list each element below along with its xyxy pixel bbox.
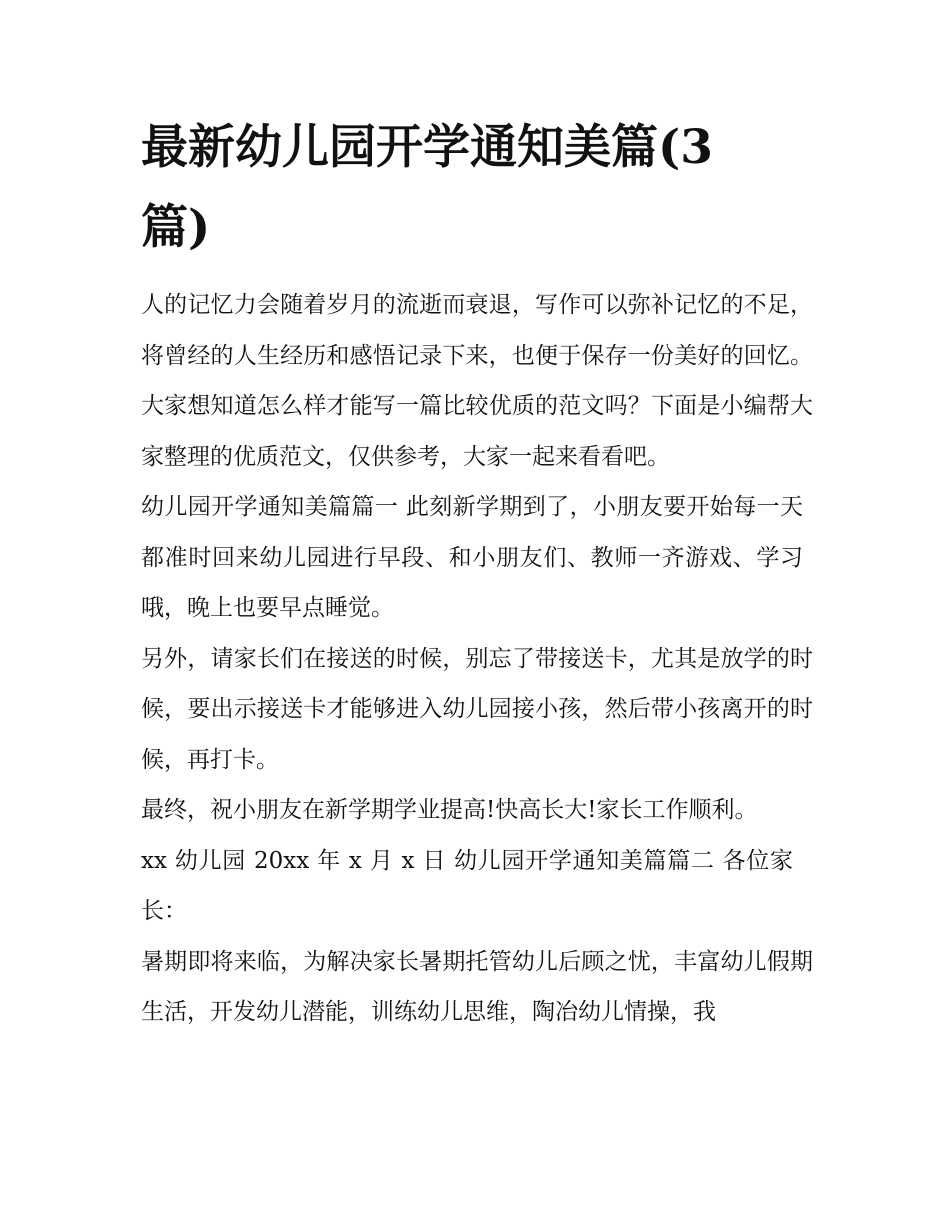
document-title: 最新幼儿园开学通知美篇(3篇) bbox=[141, 120, 713, 255]
paragraph-signature-notice-two: xx 幼儿园 20xx 年 x 月 x 日 幼儿园开学通知美篇篇二 各位家长： bbox=[141, 847, 793, 924]
paragraph-summer: 暑期即将来临，为解决家长暑期托管幼儿后顾之忧，丰富幼儿假期生活，开发幼儿潜能，训练幼儿思维，陶冶幼儿情操，我 bbox=[141, 948, 813, 1025]
document-page bbox=[141, 108, 813, 1038]
paragraph-intro: 人的记忆力会随着岁月的流逝而衰退，写作可以弥补记忆的不足，将曾经的人生经历和感悟记录下来，也便于保存一份美好的回忆。大家想知道怎么样才能写一篇比较优质的范文吗？下面是小编帮大家整理的优质范文，仅供参考，大家一起来看看吧。 bbox=[141, 292, 813, 470]
paragraph-pickup-card: 另外，请家长们在接送的时候，别忘了带接送卡，尤其是放学的时候，要出示接送卡才能够进入幼儿园接小孩，然后带小孩离开的时候，再打卡。 bbox=[141, 645, 813, 773]
paragraph-wishes: 最终，祝小朋友在新学期学业提高!快高长大!家长工作顺利。 bbox=[141, 797, 758, 823]
paragraph-notice-one: 幼儿园开学通知美篇篇一 此刻新学期到了，小朋友要开始每一天都准时回来幼儿园进行早段、和小朋友们、教师一齐游戏、学习哦，晚上也要早点睡觉。 bbox=[141, 494, 803, 621]
